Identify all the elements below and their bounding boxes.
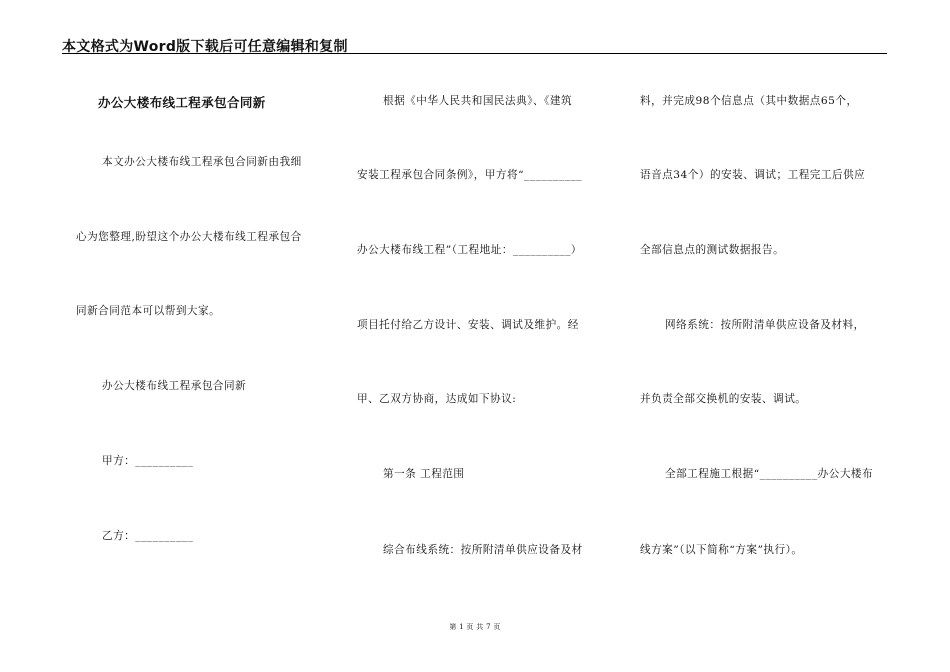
- text-line: 全部信息点的测试数据报告。: [640, 244, 785, 256]
- text-line: 本文办公大楼布线工程承包合同新由我细: [102, 156, 302, 168]
- party-b-line: 乙方：__________: [102, 530, 194, 542]
- text-line: 线方案”（以下简称“方案”执行）。: [640, 544, 803, 556]
- text-line: 根据《中华人民共和国民法典》、《建筑: [383, 95, 573, 107]
- text-line: 项目托付给乙方设计、安装、调试及维护。经: [357, 319, 579, 331]
- text-line: 办公大楼布线工程”（工程地址：__________）: [357, 244, 582, 256]
- document-title: 办公大楼布线工程承包合同新: [98, 95, 266, 110]
- text-line: 同新合同范本可以帮到大家。: [76, 305, 221, 317]
- section-heading: 第一条 工程范围: [383, 468, 465, 480]
- text-line: 网络系统：按所附清单供应设备及材料，: [665, 319, 865, 331]
- text-line: 心为您整理,盼望这个办公大楼布线工程承包合: [76, 231, 302, 243]
- page-footer: 第 1 页 共 7 页: [449, 623, 501, 631]
- text-line: 甲、乙双方协商，达成如下协议:: [357, 393, 517, 405]
- text-line: 全部工程施工根据“__________办公大楼布: [665, 468, 874, 480]
- text-line: 语音点34个）的安装、调试；工程完工后供应: [640, 169, 866, 181]
- text-line: 料，并完成98个信息点（其中数据点65个，: [640, 95, 858, 107]
- header-divider: [62, 53, 887, 54]
- text-line: 并负责全部交换机的安装、调试。: [640, 393, 807, 405]
- page-header-title: 本文格式为Word版下载后可任意编辑和复制: [62, 39, 348, 55]
- text-line: 办公大楼布线工程承包合同新: [102, 380, 247, 392]
- text-line: 综合布线系统：按所附清单供应设备及材: [383, 544, 583, 556]
- party-a-line: 甲方：__________: [102, 455, 194, 467]
- text-line: 安装工程承包合同条例》，甲方将“__________: [357, 169, 582, 181]
